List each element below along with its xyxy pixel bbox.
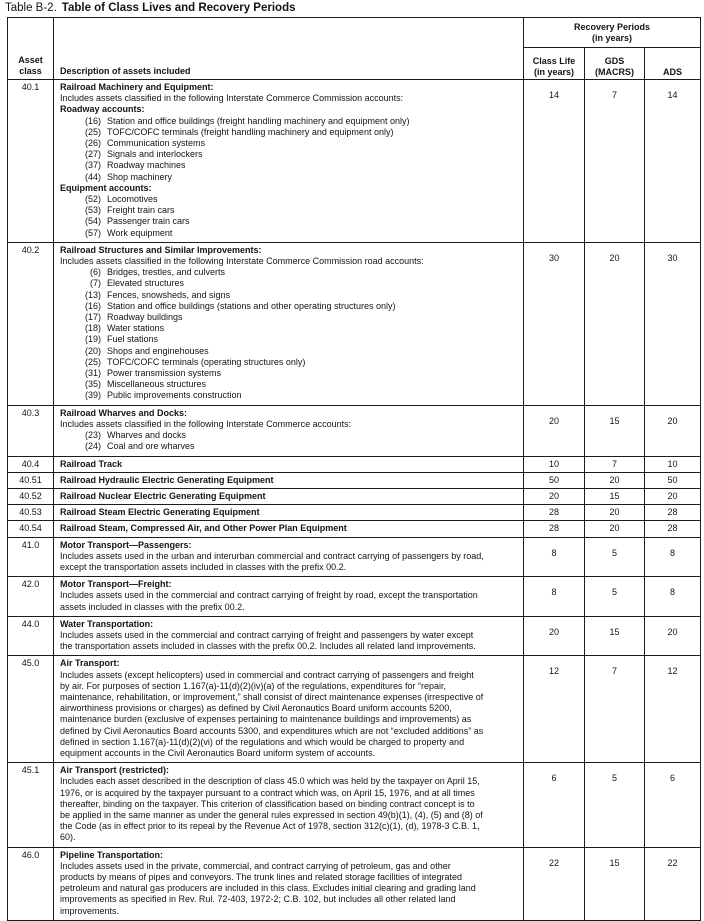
account-number: (7) [90, 278, 101, 289]
account-item [60, 441, 519, 452]
account-text: Shop machinery [107, 171, 173, 182]
account-text: Roadway machines [107, 160, 186, 171]
account-number: (57) [84, 227, 101, 238]
class-life-cell: 14 [524, 80, 585, 243]
account-item [60, 334, 519, 345]
table-number-label: Table B-2. [5, 2, 57, 14]
table-header [8, 18, 701, 80]
class-life-cell: 10 [524, 456, 585, 472]
recovery-periods-sub-label: (in years) [592, 32, 633, 43]
account-number: (20) [84, 345, 101, 356]
table-row [8, 577, 701, 617]
class-life-cell: 20 [524, 488, 585, 504]
row-description-text: Includes each asset described in the description of class 45.0 which was held by the taxpayer on April 15, 1976, or is acquired by the taxpayer pursuant to a contract which was, on April 15, 1976, and at all times thereafter, binding on the taxpayer. This criterion of classification based on binding contract concept is to be applied in the same manner as under the general rules expressed in section 49(b)(1), (4), (5) and (8) of the Code (as in effect prior to its repeal by the Revenue Act of 1978, section 312(c)(1), (d), 1978-3 C.B. 1, 60). [60, 776, 483, 843]
description-cell [54, 472, 524, 488]
asset-class-cell: 42.0 [8, 577, 54, 617]
account-number: (35) [84, 379, 101, 390]
ads-cell: 30 [645, 242, 701, 405]
account-number: (19) [84, 334, 101, 345]
row-subheading: Equipment accounts: [60, 182, 152, 193]
ads-cell: 50 [645, 472, 701, 488]
row-subheading: Roadway accounts: [60, 104, 145, 115]
asset-class-cell: 41.0 [8, 537, 54, 577]
account-number: (54) [84, 216, 101, 227]
table-title-label: Table of Class Lives and Recovery Periods [61, 2, 296, 14]
description-cell [54, 537, 524, 577]
gds-cell: 20 [585, 242, 645, 405]
account-number: (27) [84, 149, 101, 160]
account-item [60, 357, 519, 368]
gds-cell: 7 [585, 80, 645, 243]
class-life-cell: 12 [524, 656, 585, 763]
row-title: Air Transport: [60, 658, 120, 669]
account-text: Wharves and docks [107, 430, 187, 441]
description-cell [54, 505, 524, 521]
class-life-sub-label: (in years) [533, 66, 575, 77]
account-item [60, 379, 519, 390]
account-text: TOFC/COFC terminals (operating structures only) [107, 356, 306, 367]
asset-class-cell: 40.1 [8, 80, 54, 243]
table-row [8, 472, 701, 488]
account-text: Communication systems [107, 138, 206, 149]
asset-class-cell: 45.0 [8, 656, 54, 763]
gds-cell: 5 [585, 537, 645, 577]
gds-cell: 20 [585, 472, 645, 488]
ads-cell: 20 [645, 488, 701, 504]
account-text: Shops and enginehouses [107, 345, 209, 356]
gds-cell: 5 [585, 763, 645, 847]
row-description-text: Includes assets classified in the following Interstate Commerce Commission accounts: [60, 93, 404, 104]
table-row [8, 405, 701, 456]
ads-cell: 8 [645, 537, 701, 577]
table-row [8, 847, 701, 920]
account-text: Public improvements construction [107, 390, 242, 401]
account-item [60, 216, 519, 227]
row-title: Motor Transport—Freight: [60, 579, 172, 590]
gds-cell: 15 [585, 488, 645, 504]
class-lives-table [7, 17, 701, 921]
account-item [60, 390, 519, 401]
table-row [8, 242, 701, 405]
account-item [60, 127, 519, 138]
asset-class-cell: 40.51 [8, 472, 54, 488]
row-description-text: Includes assets (except helicopters) used in commercial and contract carrying of passengers and freight by air. For purposes of section 1.167(a)-11(d)(2)(iv)(a) of the regulations, expenditures for “repair, maintenance, rehabilitation, or improvement,” shall consist of direct maintenance expenses (irrespective of airworthiness provisions or charges) as defined by Civil Aeronautics Board uniform accounts 5200, maintenance burden (exclusive of expenses pertaining to maintenance buildings and improvements) as defined by Civil Aeronautics Board accounts 5300, and expenditures which are not “excluded additions” as defined in section 1.167(a)-11(d)(2)(vi) of the regulations and which would be charged to property and equipment accounts in the Civil Aeronautics Board uniform system of accounts. [60, 669, 484, 758]
asset-class-cell: 40.4 [8, 456, 54, 472]
account-number: (26) [84, 138, 101, 149]
class-life-label: Class Life [532, 56, 576, 66]
account-text: TOFC/COFC terminals (freight handling machinery and equipment only) [107, 126, 394, 137]
class-life-cell: 22 [524, 847, 585, 920]
account-item [60, 346, 519, 357]
row-title: Railroad Track [60, 458, 123, 469]
account-text: Passenger train cars [107, 216, 190, 227]
account-text: Station and office buildings (stations and other operating structures only) [107, 300, 396, 311]
ads-cell: 28 [645, 521, 701, 537]
row-description-text: Includes assets used in the commercial and contract carrying of freight and passengers by water except the transportation assets included in classes with the prefix 00.2. Includes all related land improvements. [60, 629, 476, 652]
account-text: Bridges, trestles, and culverts [107, 267, 226, 278]
gds-header [585, 48, 645, 80]
asset-class-cell: 40.53 [8, 505, 54, 521]
asset-class-cell: 40.2 [8, 242, 54, 405]
ads-cell: 12 [645, 656, 701, 763]
description-cell [54, 80, 524, 243]
row-title: Pipeline Transportation: [60, 849, 164, 860]
row-title: Motor Transport—Passengers: [60, 539, 192, 550]
account-number: (52) [84, 194, 101, 205]
account-text: Elevated structures [107, 278, 185, 289]
account-number: (24) [84, 441, 101, 452]
account-item [60, 172, 519, 183]
class-life-cell: 20 [524, 405, 585, 456]
account-number: (39) [84, 390, 101, 401]
description-cell [54, 456, 524, 472]
account-text: Locomotives [107, 194, 158, 205]
asset-class-header: Asset class [8, 18, 54, 80]
description-cell [54, 656, 524, 763]
account-number: (31) [84, 368, 101, 379]
description-cell [54, 763, 524, 847]
ads-cell: 10 [645, 456, 701, 472]
row-title: Railroad Machinery and Equipment: [60, 82, 214, 92]
row-title: Railroad Steam, Compressed Air, and Other Power Plan Equipment [60, 523, 347, 534]
account-text: Signals and interlockers [107, 149, 203, 160]
row-description-text: Includes assets used in the private, commercial, and contract carrying of petroleum, gas and other products by means of pipes and conveyors. The trunk lines and related storage facilities of integrated petroleum and natural gas producers are included in this class. Excludes initial clearing and grading land improvements as specified in Rev. Rul. 72-403, 1972-2; C.B. 102, but includes all other related land improvements. [60, 860, 476, 916]
account-number: (37) [84, 160, 101, 171]
gds-cell: 15 [585, 847, 645, 920]
ads-cell: 14 [645, 80, 701, 243]
account-number: (17) [84, 312, 101, 323]
account-item [60, 430, 519, 441]
gds-cell: 7 [585, 456, 645, 472]
table-row [8, 488, 701, 504]
description-cell [54, 488, 524, 504]
description-cell [54, 405, 524, 456]
row-description-text: Includes assets classified in the following Interstate Commerce Commission road accounts: [60, 256, 424, 267]
row-title: Air Transport (restricted): [60, 765, 170, 776]
account-number: (13) [84, 289, 101, 300]
gds-cell: 5 [585, 577, 645, 617]
account-number: (44) [84, 171, 101, 182]
account-item [60, 290, 519, 301]
class-life-cell: 30 [524, 242, 585, 405]
asset-class-cell: 40.3 [8, 405, 54, 456]
description-cell [54, 616, 524, 656]
ads-cell: 22 [645, 847, 701, 920]
description-cell [54, 847, 524, 920]
row-title: Water Transportation: [60, 618, 154, 629]
description-cell [54, 521, 524, 537]
account-number: (23) [84, 430, 101, 441]
ads-cell: 8 [645, 577, 701, 617]
gds-sub-label: (MACRS) [595, 66, 634, 77]
row-description-text: Includes assets used in the urban and interurban commercial and contract carrying of passengers by road, except the transportation assets included in classes with the prefix 00.2. [60, 550, 484, 572]
asset-class-cell: 46.0 [8, 847, 54, 920]
table-row [8, 456, 701, 472]
account-item [60, 323, 519, 334]
gds-cell: 15 [585, 405, 645, 456]
table-row [8, 505, 701, 521]
ads-cell: 6 [645, 763, 701, 847]
account-item [60, 312, 519, 323]
account-number: (6) [90, 267, 101, 278]
gds-cell: 7 [585, 656, 645, 763]
account-text: Water stations [107, 323, 165, 334]
table-row [8, 656, 701, 763]
account-item [60, 301, 519, 312]
account-text: Work equipment [107, 227, 173, 238]
table-row [8, 521, 701, 537]
account-text: Fences, snowsheds, and signs [107, 289, 231, 300]
recovery-periods-label: Recovery Periods [573, 22, 651, 32]
account-text: Power transmission systems [107, 368, 222, 379]
account-number: (16) [84, 115, 101, 126]
account-text: Freight train cars [107, 205, 175, 216]
table-body [8, 80, 701, 921]
account-item [60, 149, 519, 160]
account-item [60, 228, 519, 239]
class-life-cell: 8 [524, 537, 585, 577]
class-life-cell: 20 [524, 616, 585, 656]
account-item [60, 116, 519, 127]
table-row [8, 80, 701, 243]
asset-class-cell: 40.52 [8, 488, 54, 504]
account-text: Fuel stations [107, 334, 159, 345]
account-number: (25) [84, 126, 101, 137]
table-row [8, 616, 701, 656]
account-item [60, 368, 519, 379]
page-title [5, 2, 701, 15]
ads-label: ADS [663, 66, 683, 77]
class-life-cell: 6 [524, 763, 585, 847]
account-text: Station and office buildings (freight handling machinery and equipment only) [107, 115, 410, 126]
account-item [60, 160, 519, 171]
gds-cell: 20 [585, 521, 645, 537]
ads-cell: 20 [645, 616, 701, 656]
row-title: Railroad Structures and Similar Improvements: [60, 244, 262, 255]
account-text: Miscellaneous structures [107, 379, 207, 390]
ads-cell: 20 [645, 405, 701, 456]
description-header: Description of assets included [54, 18, 524, 80]
account-number: (16) [84, 300, 101, 311]
class-life-cell: 28 [524, 521, 585, 537]
account-text: Roadway buildings [107, 312, 183, 323]
ads-cell: 28 [645, 505, 701, 521]
row-description-text: Includes assets used in the commercial and contract carrying of freight by road, except the transportation assets included in classes with the prefix 00.2. [60, 590, 478, 612]
account-number: (53) [84, 205, 101, 216]
class-life-header [524, 48, 585, 80]
ads-header [645, 48, 701, 80]
account-text: Coal and ore wharves [107, 441, 195, 452]
account-number: (25) [84, 356, 101, 367]
account-item [60, 205, 519, 216]
account-item [60, 194, 519, 205]
gds-cell: 15 [585, 616, 645, 656]
account-number: (18) [84, 323, 101, 334]
account-item [60, 278, 519, 289]
row-title: Railroad Wharves and Docks: [60, 407, 188, 418]
asset-class-cell: 45.1 [8, 763, 54, 847]
class-life-cell: 8 [524, 577, 585, 617]
asset-class-cell: 44.0 [8, 616, 54, 656]
account-item [60, 138, 519, 149]
row-title: Railroad Hydraulic Electric Generating Equipment [60, 474, 274, 485]
table-row [8, 763, 701, 847]
row-title: Railroad Steam Electric Generating Equipment [60, 507, 260, 518]
gds-label: GDS [604, 56, 625, 66]
class-life-cell: 50 [524, 472, 585, 488]
row-title: Railroad Nuclear Electric Generating Equipment [60, 490, 266, 501]
recovery-periods-header [524, 18, 701, 48]
description-cell [54, 242, 524, 405]
gds-cell: 20 [585, 505, 645, 521]
account-item [60, 267, 519, 278]
table-row [8, 537, 701, 577]
row-description-text: Includes assets classified in the following Interstate Commerce accounts: [60, 418, 352, 429]
class-life-cell: 28 [524, 505, 585, 521]
description-cell [54, 577, 524, 617]
asset-class-cell: 40.54 [8, 521, 54, 537]
